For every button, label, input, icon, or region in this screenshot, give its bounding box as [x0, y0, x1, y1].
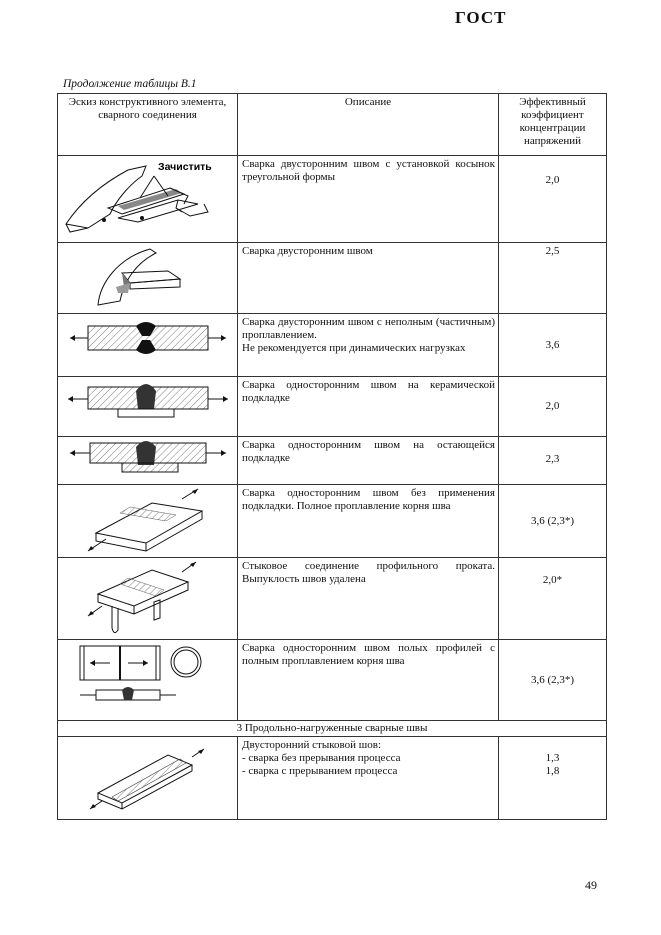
remaining-backing-sketch	[58, 437, 238, 484]
description-cell: Сварка двусторонним швом с установкой косынок треугольной формы	[238, 156, 499, 243]
description-title: Двусторонний стыковой шов:	[242, 739, 382, 751]
no-backing-sketch	[58, 485, 238, 557]
welded-joints-table	[57, 93, 607, 820]
table-row	[58, 558, 607, 640]
sketch-cell	[58, 737, 238, 820]
table-header-row	[58, 94, 607, 156]
coefficient-cell: 2,0	[499, 156, 607, 243]
hollow-section-sketch	[58, 640, 238, 720]
description-cell: Стыковое соединение профильного проката. Выпуклость швов удалена	[238, 558, 499, 640]
description-cell: Сварка односторонним швом полых профилей с полным проплавлением корня шва	[238, 640, 499, 721]
longitudinal-weld-sketch	[58, 737, 238, 819]
page-number: 49	[585, 878, 597, 892]
coefficient-value: 1,3	[545, 752, 560, 764]
sketch-cell	[58, 485, 238, 558]
double-sided-weld-sketch	[58, 243, 238, 313]
column-header-coefficient: Эффективный коэффициент концентрации напряжений	[499, 94, 607, 156]
coefficient-cell: 2,0	[499, 377, 607, 437]
sketch-cell	[58, 243, 238, 314]
table-row	[58, 737, 607, 820]
sketch-cell	[58, 156, 238, 243]
description-cell	[238, 737, 499, 820]
description-text: Сварка двусторонним швом с неполным (частичным) проплавлением.	[242, 316, 495, 341]
partial-penetration-sketch	[58, 314, 238, 376]
description-cell	[238, 314, 499, 377]
coefficient-cell: 3,6 (2,3*)	[499, 640, 607, 721]
gusset-weld-sketch	[58, 156, 238, 242]
section-title: 3 Продольно-нагруженные сварные швы	[58, 721, 607, 737]
coefficient-value: 1,8	[545, 765, 560, 777]
table-row	[58, 314, 607, 377]
table-row	[58, 640, 607, 721]
table-row	[58, 156, 607, 243]
description-note: Не рекомендуется при динамических нагрузках	[242, 342, 466, 354]
section-row	[58, 721, 607, 737]
table-row	[58, 485, 607, 558]
sketch-label-zachistit: Зачистить	[158, 161, 212, 173]
table-row	[58, 377, 607, 437]
sketch-cell	[58, 558, 238, 640]
ceramic-backing-sketch	[58, 377, 238, 436]
coefficient-cell: 3,6 (2,3*)	[499, 485, 607, 558]
sketch-cell	[58, 377, 238, 437]
sketch-cell	[58, 640, 238, 721]
description-item: - сварка с прерыванием процесса	[242, 765, 398, 777]
coefficient-cell: 3,6	[499, 314, 607, 377]
profile-butt-joint-sketch	[58, 558, 238, 639]
coefficient-cell	[499, 737, 607, 820]
description-cell: Сварка односторонним швом без применения подкладки. Полное проплавление корня шва	[238, 485, 499, 558]
table-row	[58, 437, 607, 485]
coefficient-cell: 2,0*	[499, 558, 607, 640]
description-cell: Сварка односторонним швом на остающейся подкладке	[238, 437, 499, 485]
description-cell: Сварка двусторонним швом	[238, 243, 499, 314]
table-row	[58, 243, 607, 314]
sketch-cell	[58, 437, 238, 485]
document-header: ГОСТ	[455, 8, 507, 27]
description-cell: Сварка односторонним швом на керамической подкладке	[238, 377, 499, 437]
coefficient-cell: 2,3	[499, 437, 607, 485]
table-caption: Продолжение таблицы В.1	[63, 78, 197, 90]
description-item: - сварка без прерывания процесса	[242, 752, 401, 764]
column-header-sketch: Эскиз конструктивного элемента, сварного соединения	[58, 94, 238, 156]
column-header-description: Описание	[238, 94, 499, 156]
sketch-cell	[58, 314, 238, 377]
coefficient-cell: 2,5	[499, 243, 607, 314]
